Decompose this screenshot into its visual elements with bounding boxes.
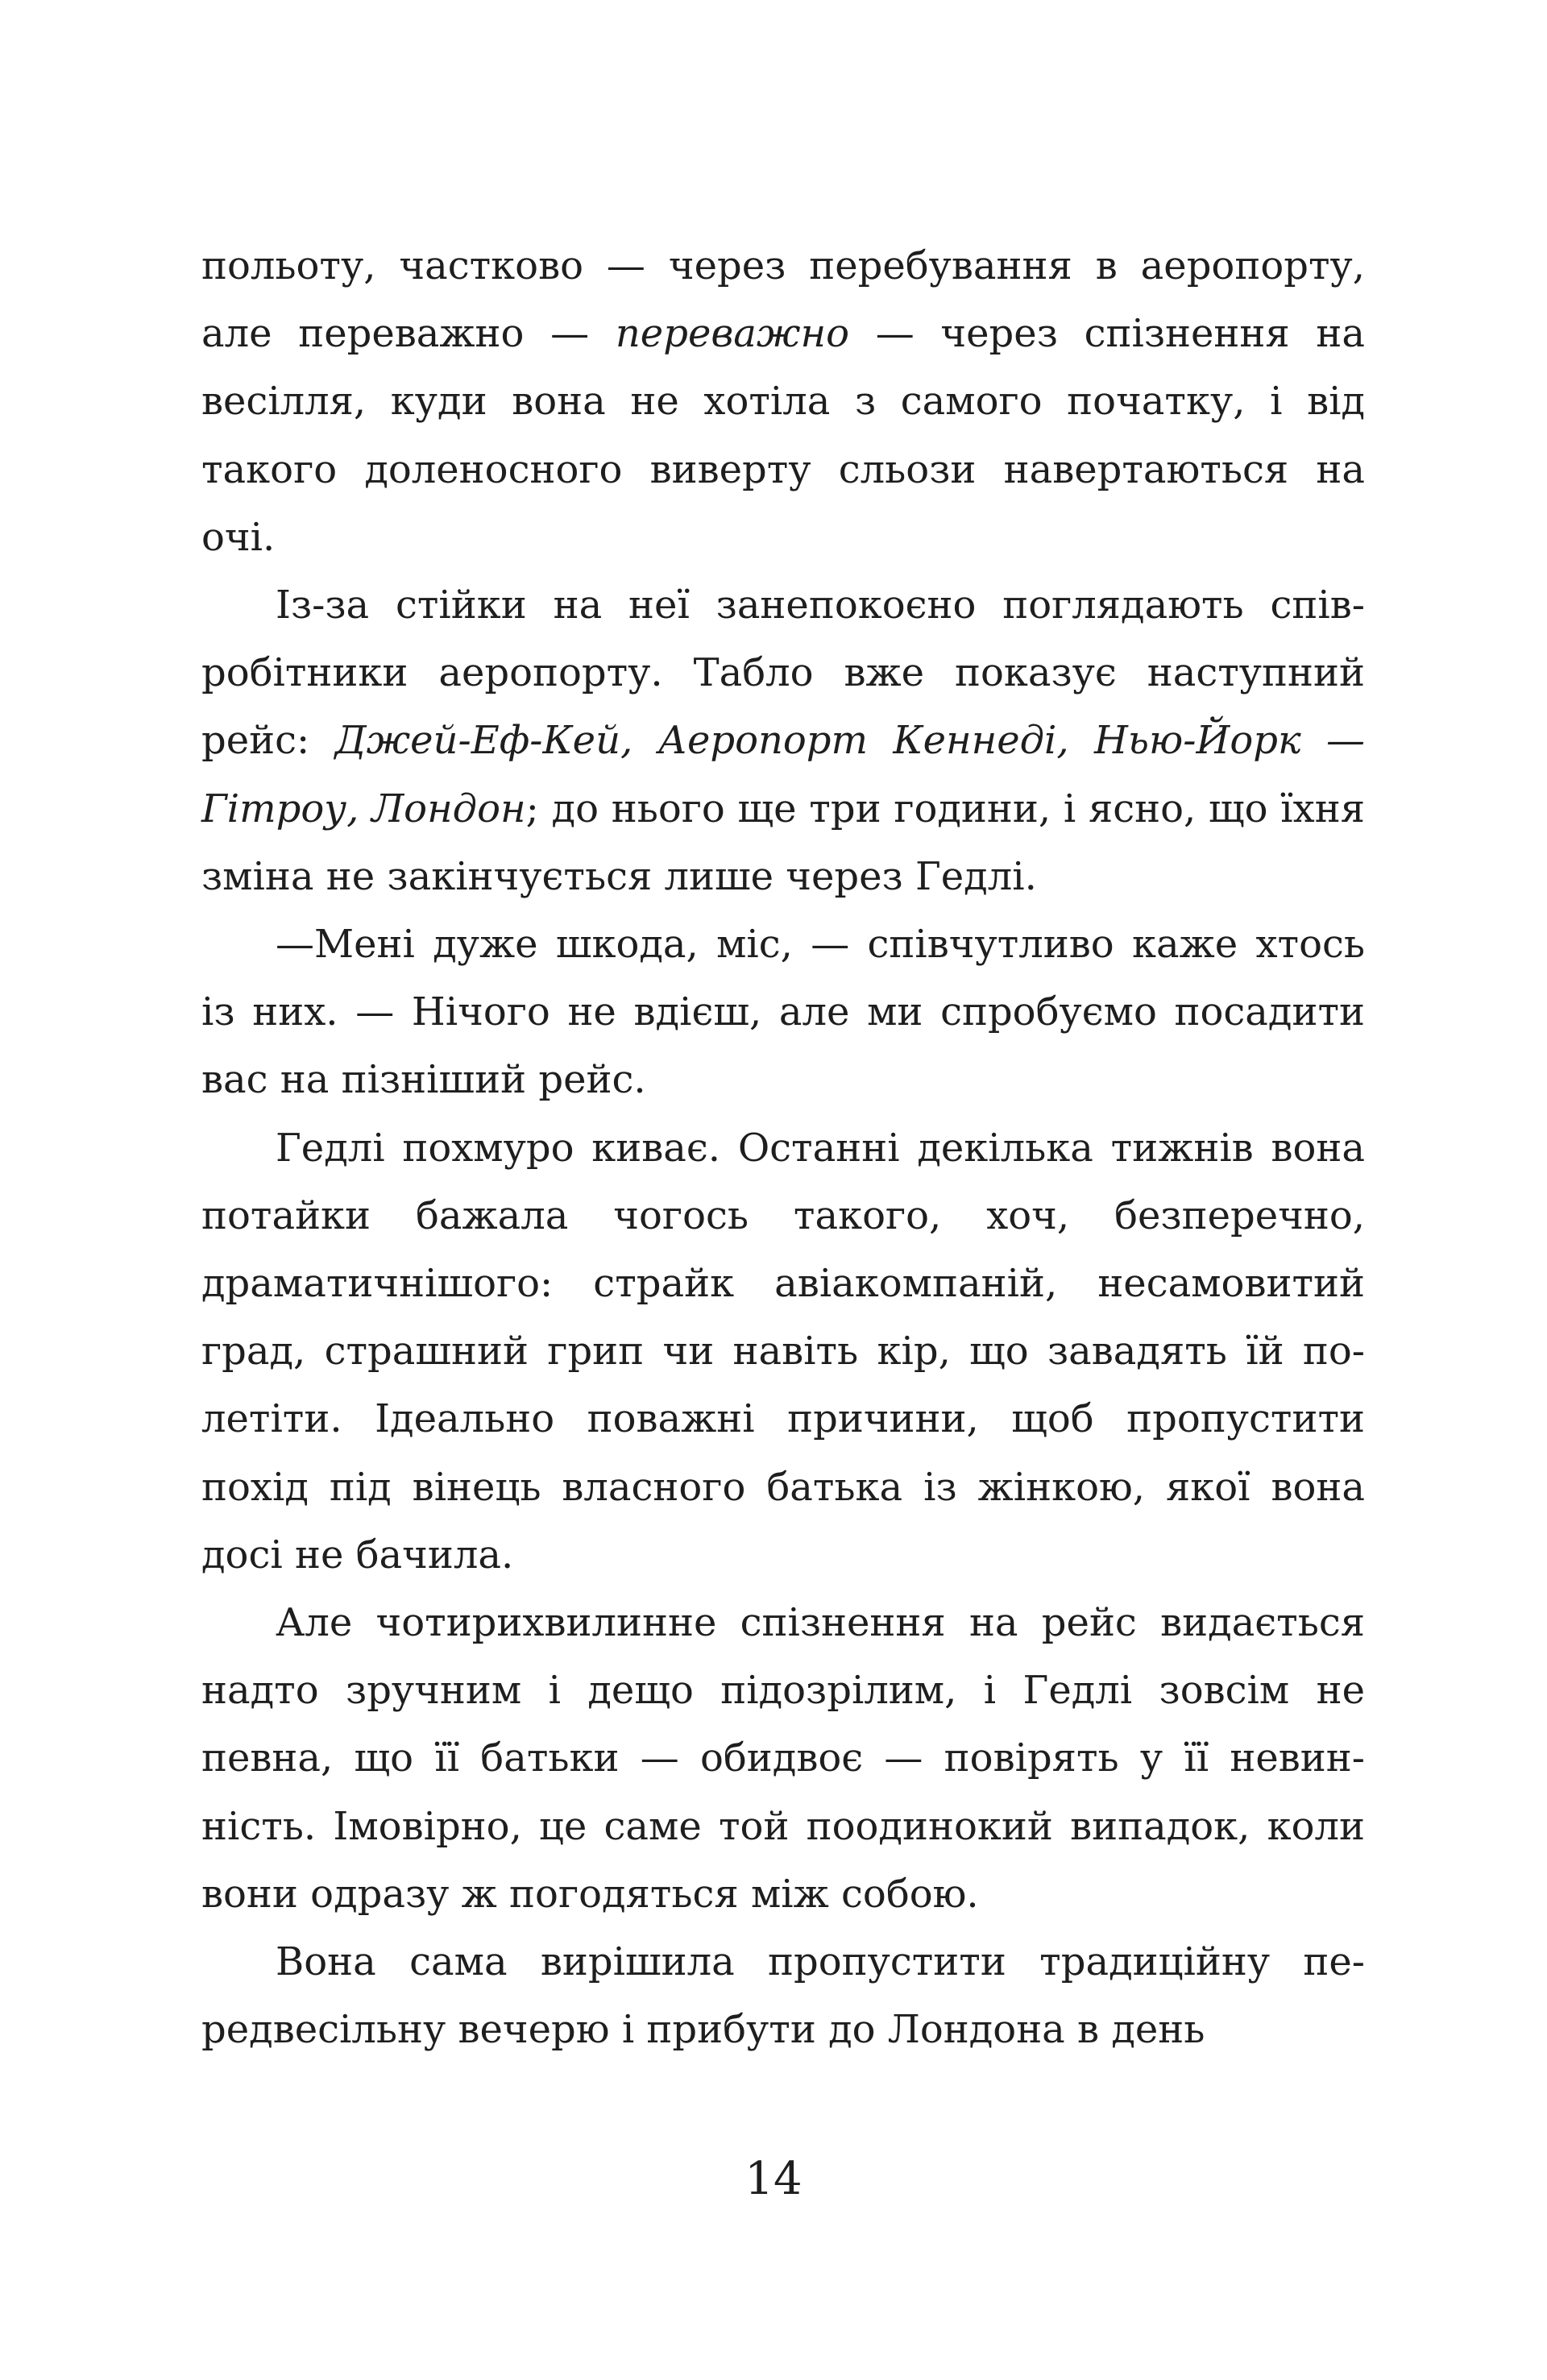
- italic-flight-route: Джей-Еф-Кей, Аеропорт Кеннеді, Нью-Йорк — Гітроу, Лондон: [201, 718, 1366, 831]
- paragraph-2: Із-за стійки на неї занепокоєно поглядають співробітники аеропорту. Табло вже показує наступний рейс: Джей-Еф-Кей, Аеропорт Кеннеді, Нью-Йорк — Гітроу, Лондон; до нього ще три години, і ясно, що їхня зміна не закінчується лише через Гедлі.: [201, 583, 1366, 899]
- page-number: 14: [744, 2153, 803, 2205]
- paragraph-6: Вона сама вирішила пропустити традиційну передвесільну вечерю і прибути до Лондона в день: [201, 1939, 1365, 2053]
- body-text: [201, 232, 1365, 2063]
- paragraph-4: Гедлі похмуро киває. Останні декілька тижнів вона потайки бажала чогось такого, хоч, безперечно, драматичнішого: страйк авіакомпаній, несамовитий град, страшний грип чи навіть кір, що завадять їй полетіти. Ідеально поважні причини, щоб пропустити похід під вінець власного батька із жінкою, якої вона досі не бачила.: [201, 1125, 1365, 1578]
- paragraph-3: —Мені дуже шкода, міс, — співчутливо каже хтось із них. — Нічого не вдієш, але ми спробуємо посадити вас на пізніший рейс.: [201, 922, 1365, 1103]
- paragraph-1: польоту, частково — через перебування в аеропорту, але переважно — переважно — через спізнення на весілля, куди вона не хотіла з самого початку, і від такого доленосного виверту сльози навертаються на очі.: [201, 243, 1365, 560]
- paragraph-5: Але чотирихвилинне спізнення на рейс видається надто зручним і дещо підозрілим, і Гедлі зовсім не певна, що її батьки — обидвоє — повірять у її невинність. Імовірно, це саме той поодинокий випадок, коли вони одразу ж погодяться між собою.: [201, 1600, 1365, 1917]
- italic-emphasis: переважно: [615, 311, 849, 357]
